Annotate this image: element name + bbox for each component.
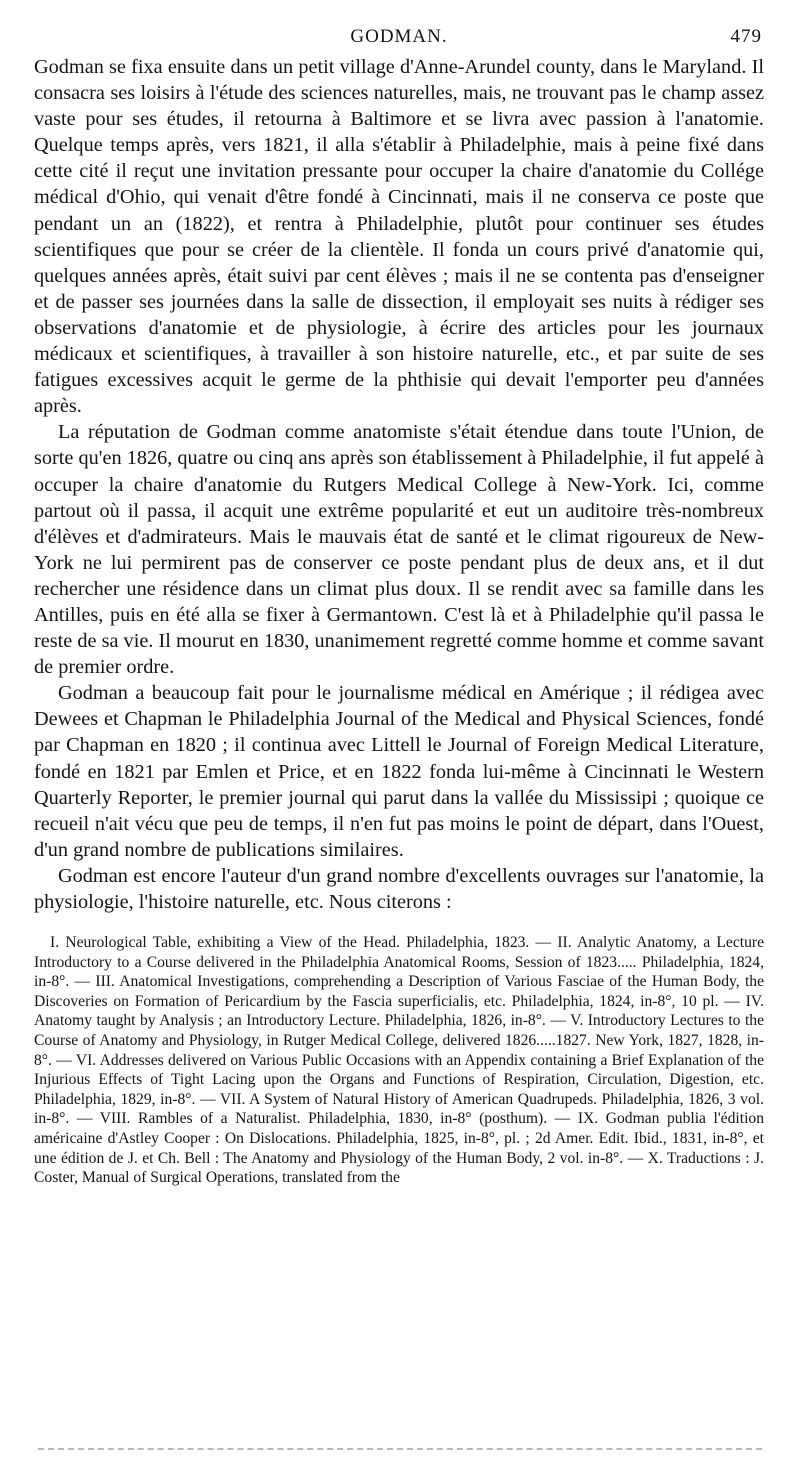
paragraph-reputation: La réputation de Godman comme anatomiste s'était étendue dans toute l'Union, de sorte qu'en 1826, quatre ou cinq ans après son établissement à Philadelphie, il fut appelé à occuper la chaire d'anatomie du Rutgers Medical College à New-York. Ici, comme partout où il passa, il acquit une extrême popularité et eut un auditoire très-nombreux d'élèves et d'admirateurs. Mais le mauvais état de santé et le climat rigoureux de New-York ne lui permirent pas de conserver ce poste pendant plus de deux ans, et il dut rechercher une résidence dans un climat plus doux. Il se rendit avec sa famille dans les Antilles, puis en été alla se fixer à Germantown. C'est là et à Philadelphie qu'il passa le reste de sa vie. Il mourut en 1830, unanimement regretté comme homme et comme savant de premier ordre. [34, 421, 764, 679]
body-text [34, 54, 764, 915]
paragraph-works-intro: Godman est encore l'auteur d'un grand nombre d'excellents ouvrages sur l'anatomie, la physiologie, l'histoire naturelle, etc. Nous citerons : [34, 864, 764, 913]
footer-rule [38, 1448, 762, 1450]
running-head [34, 26, 764, 54]
works-list [34, 933, 764, 1188]
works-list-text: I. Neurological Table, exhibiting a View of the Head. Philadelphia, 1823. — II. Analytic Anatomy, a Lecture Introductory to a Course delivered in the Philadelphia Anatomical Rooms, Session of 1823..... Philadelphia, 1824, in-8°. — III. Anatomical Investigations, comprehending a Description of Various Fasciae of the Human Body, the Discoveries on Formation of Pericardium by the Fascia superficialis, etc. Philadelphia, 1824, in-8°, 10 pl. — IV. Anatomy taught by Analysis ; an Introductory Lecture. Philadelphia, 1826, in-8°. — V. Introductory Lectures to the Course of Anatomy and Physiology, in Rutger Medical College, delivered 1826.....1827. New York, 1827, 1828, in-8°. — VI. Addresses delivered on Various Public Occasions with an Appendix containing a Brief Explanation of the Injurious Effects of Tight Lacing upon the Organs and Functions of Respiration, Circulation, Digestion, etc. Philadelphia, 1829, in-8°. — VII. A System of Natural History of American Quadrupeds. Philadelphia, 1826, 3 vol. in-8°. — VIII. Rambles of a Naturalist. Philadelphia, 1830, in-8° (posthum). — IX. Godman publia l'édition américaine d'Astley Cooper : On Dislocations. Philadelphia, 1825, in-8°, pl. ; 2d Amer. Edit. Ibid., 1831, in-8°, et une édition de J. et Ch. Bell : The Anatomy and Physiology of the Human Body, 2 vol. in-8°. — X. Traductions : J. Coster, Manual of Surgical Operations, translated from the [34, 934, 764, 1187]
paragraph-career: Godman se fixa ensuite dans un petit village d'Anne-Arundel county, dans le Maryland. Il consacra ses loisirs à l'étude des sciences naturelles, mais, ne trouvant pas le champ assez vaste pour ses études, il retourna à Baltimore et se livra avec passion à l'anatomie. Quelque temps après, vers 1821, il alla s'établir à Philadelphie, mais à peine fixé dans cette cité il reçut une invitation pressante pour occuper la chaire d'anatomie du Collége médical d'Ohio, qui venait d'être fondé à Cincinnati, mais il ne conserva ce poste que pendant un an (1822), et rentra à Philadelphie, plutôt pour continuer ses études scientifiques que pour se créer de la clientèle. Il fonda un cours privé d'anatomie qui, quelques années après, était suivi par cent élèves ; mais il ne se contenta pas d'enseigner et de passer ses journées dans la salle de dissection, il employait ses nuits à rédiger ses observations d'anatomie et de physiologie, à écrire des articles pour les journaux médicaux et scientifiques, à travailler à son histoire naturelle, etc., et par suite de ses fatigues excessives acquit le germe de la phthisie qui devait l'emporter peu d'années après. [34, 56, 764, 418]
running-title: GODMAN. [350, 26, 448, 47]
document-page [34, 26, 764, 1188]
page-number: 479 [730, 26, 762, 47]
paragraph-journalism: Godman a beaucoup fait pour le journalisme médical en Amérique ; il rédigea avec Dewees et Chapman le Philadelphia Journal of the Medical and Physical Sciences, fondé par Chapman en 1820 ; il continua avec Littell le Journal of Foreign Medical Literature, fondé en 1821 par Emlen et Price, et en 1822 fonda lui-même à Cincinnati le Western Quarterly Reporter, le premier journal qui parut dans la vallée du Mississipi ; quoique ce recueil n'ait vécu que peu de temps, il n'en fut pas moins le point de départ, dans l'Ouest, d'un grand nombre de publications similaires. [34, 682, 764, 861]
